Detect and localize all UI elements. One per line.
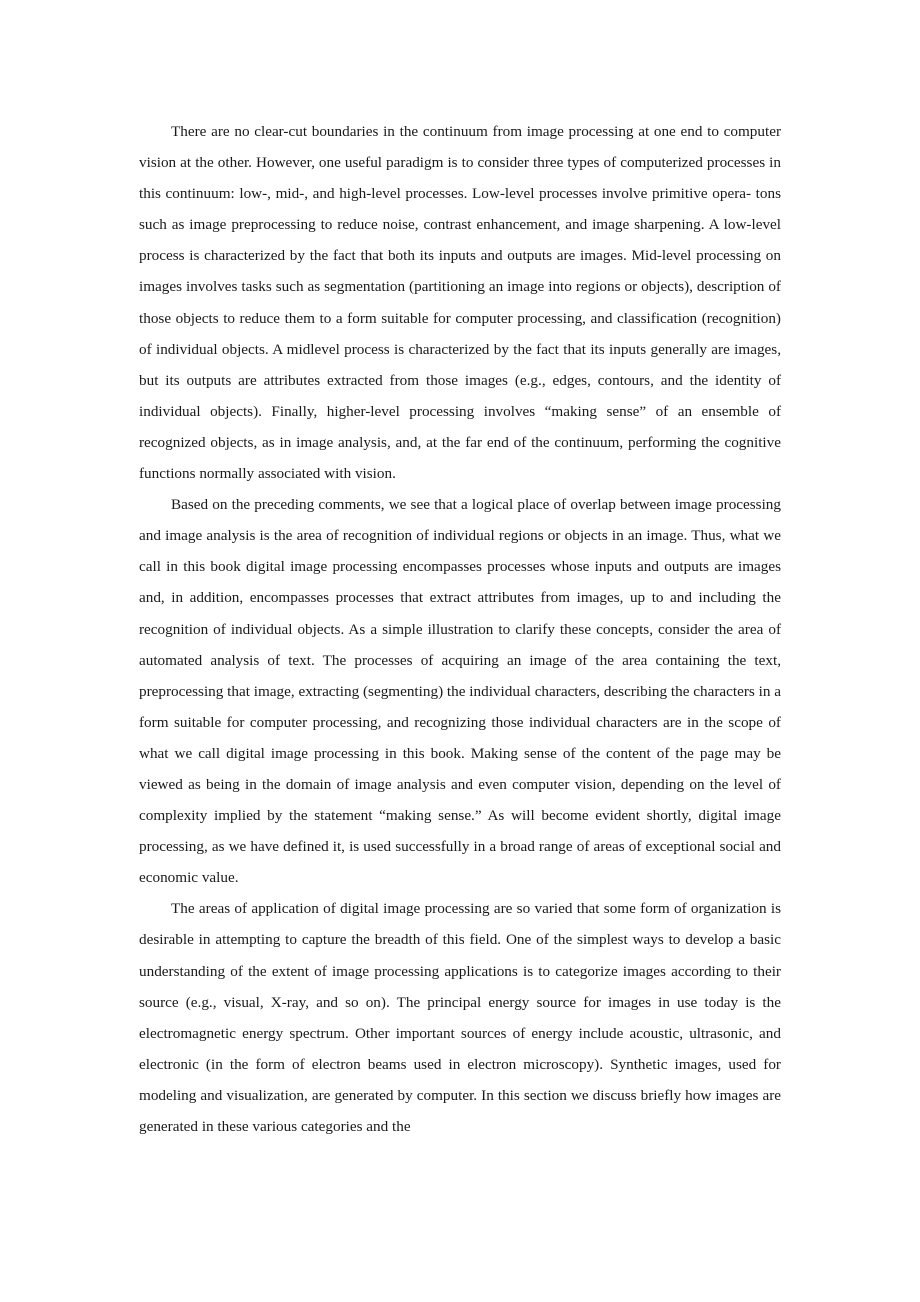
document-body: [139, 116, 781, 1142]
paragraph-application-areas: The areas of application of digital image processing are so varied that some form of organization is desirable in attempting to capture the breadth of this field. One of the simplest ways to develop a basic understanding of the extent of image processing applications is to categorize images according to their source (e.g., visual, X-ray, and so on). The principal energy source for images in use today is the electromagnetic energy spectrum. Other important sources of energy include acoustic, ultrasonic, and electronic (in the form of electron beams used in electron microscopy). Synthetic images, used for modeling and visualization, are generated by computer. In this section we discuss briefly how images are generated in these various categories and the: [139, 900, 781, 1135]
paragraph-processing-levels: There are no clear-cut boundaries in the continuum from image processing at one end to computer vision at the other. However, one useful paradigm is to consider three types of computerized processes in this continuum: low-, mid-, and high-level processes. Low-level processes involve primitive opera- tons such as image preprocessing to reduce noise, contrast enhancement, and image sharpening. A low-level process is characterized by the fact that both its inputs and outputs are images. Mid-level processing on images involves tasks such as segmentation (partitioning an image into regions or objects), description of those objects to reduce them to a form suitable for computer processing, and classification (recognition) of individual objects. A midlevel process is characterized by the fact that its inputs generally are images, but its outputs are attributes extracted from those images (e.g., edges, contours, and the identity of individual objects). Finally, higher-level processing involves “making sense” of an ensemble of recognized objects, as in image analysis, and, at the far end of the continuum, performing the cognitive functions normally associated with vision.: [139, 123, 781, 483]
paragraph-overlap-recognition: Based on the preceding comments, we see that a logical place of overlap between image processing and image analysis is the area of recognition of individual regions or objects in an image. Thus, what we call in this book digital image processing encompasses processes whose inputs and outputs are images and, in addition, encompasses processes that extract attributes from images, up to and including the recognition of individual objects. As a simple illustration to clarify these concepts, consider the area of automated analysis of text. The processes of acquiring an image of the area containing the text, preprocessing that image, extracting (segmenting) the individual characters, describing the characters in a form suitable for computer processing, and recognizing those individual characters are in the scope of what we call digital image processing in this book. Making sense of the content of the page may be viewed as being in the domain of image analysis and even computer vision, depending on the level of complexity implied by the statement “making sense.” As will become evident shortly, digital image processing, as we have defined it, is used successfully in a broad range of areas of exceptional social and economic value.: [139, 496, 781, 887]
